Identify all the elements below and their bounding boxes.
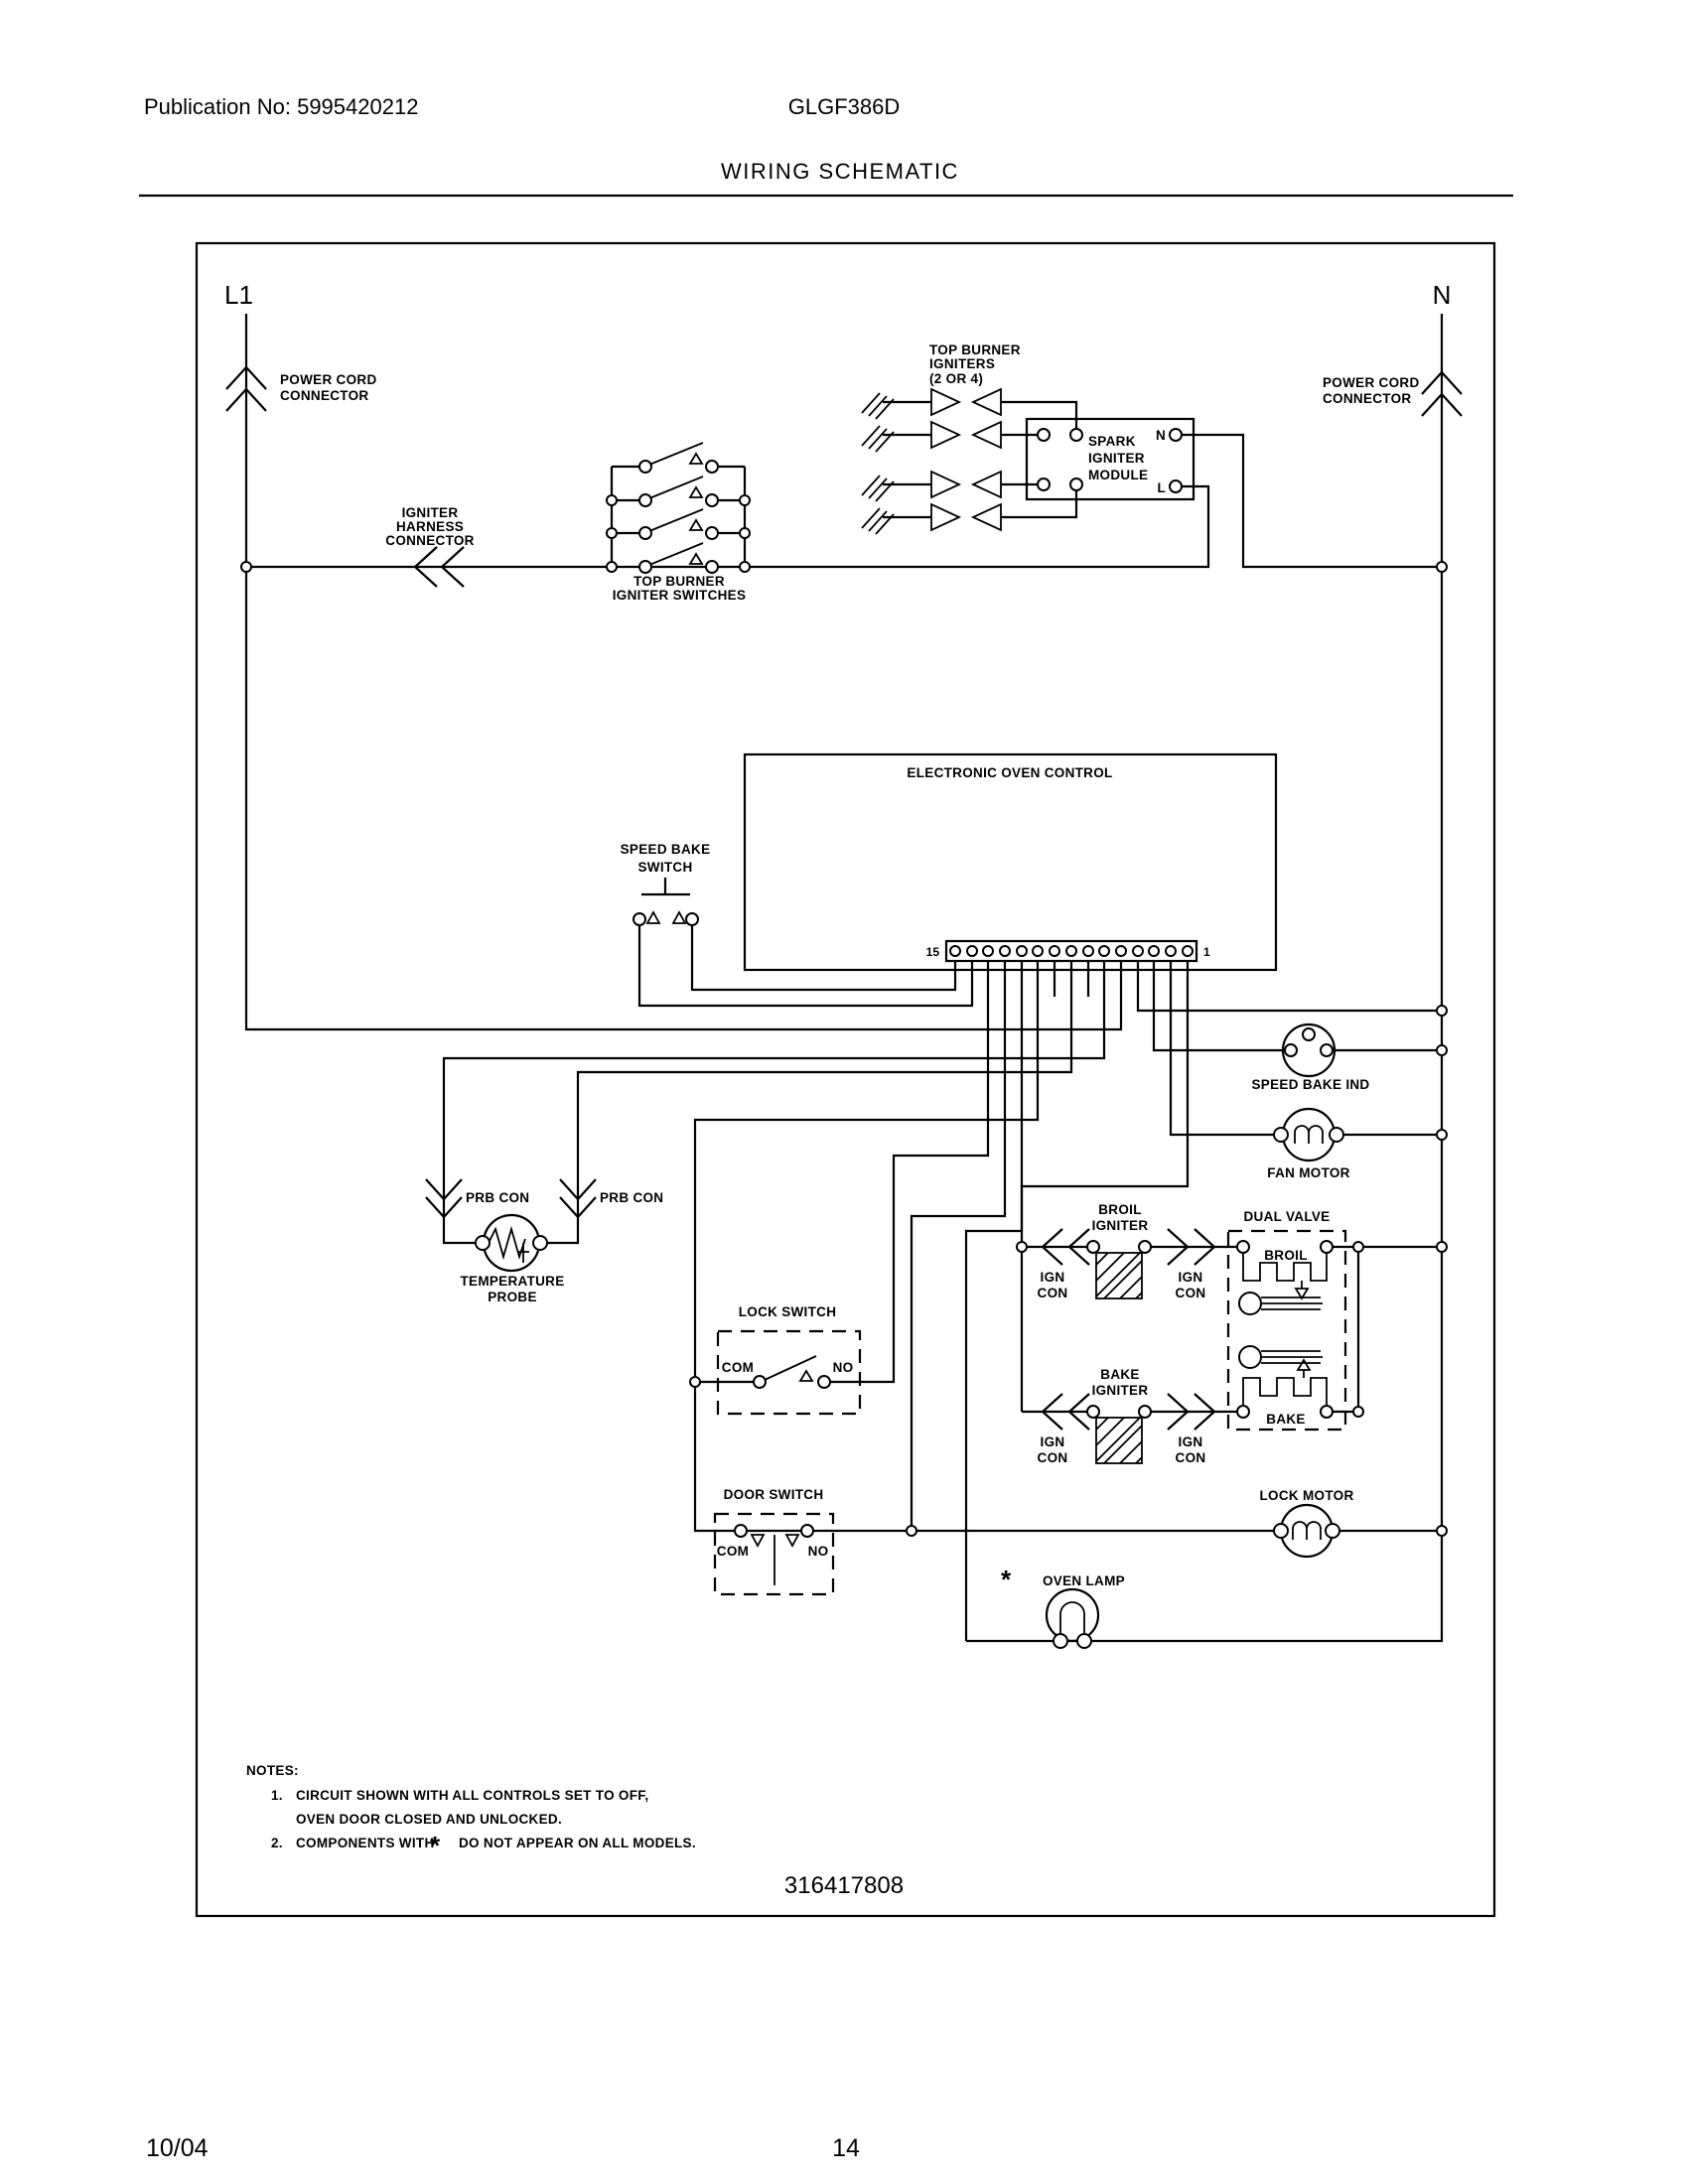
ign-con-label6: CON xyxy=(1037,1450,1068,1465)
ign-con-label2: CON xyxy=(1037,1286,1068,1300)
igniter-hatch xyxy=(1096,1253,1142,1298)
bake-igniter-label: BAKE xyxy=(1100,1367,1140,1382)
pin1-label: 1 xyxy=(1203,945,1210,959)
spark-module-label3: MODULE xyxy=(1088,468,1149,482)
broil-valve-lines xyxy=(1261,1297,1323,1309)
note1-line2: OVEN DOOR CLOSED AND UNLOCKED. xyxy=(296,1812,563,1827)
speed-bake-switch-label: SPEED BAKE xyxy=(620,842,711,857)
note2-number: 2. xyxy=(271,1836,283,1850)
spark-arrow-right-icon xyxy=(931,422,959,448)
spark-arrow-left-icon xyxy=(973,472,1001,497)
wire-pin4-neutral xyxy=(1138,961,1442,1011)
ground-icon xyxy=(862,508,894,534)
power-cord-left-label: POWER CORD xyxy=(280,372,377,387)
model-number: GLGF386D xyxy=(787,94,901,119)
broil-igniter-label: BROIL xyxy=(1098,1202,1142,1217)
contact-triangle-icon xyxy=(647,912,659,923)
ign-con-label8: CON xyxy=(1175,1450,1206,1465)
bake-solenoid-coil xyxy=(1243,1378,1327,1412)
page-header xyxy=(139,94,1513,196)
note2-text-before: COMPONENTS WITH xyxy=(296,1836,435,1850)
wire-sb-ind-feed xyxy=(1154,961,1291,1050)
wire-right-neutral-links xyxy=(1327,1050,1442,1531)
top-burner-igniters xyxy=(862,389,1001,534)
contact-triangle-icon xyxy=(752,1535,764,1546)
top-burner-switches-label: TOP BURNER xyxy=(633,574,725,589)
temperature-probe-label2: PROBE xyxy=(488,1290,537,1304)
lock-switch-no-label: NO xyxy=(832,1360,854,1375)
spark-module-label2: IGNITER xyxy=(1088,451,1145,466)
prb-con-right-label: PRB CON xyxy=(600,1190,664,1205)
spark-arrow-right-icon xyxy=(931,504,959,530)
spark-arrow-left-icon xyxy=(973,422,1001,448)
power-cord-right-label: POWER CORD xyxy=(1323,375,1420,390)
oven-lamp-asterisk-icon: * xyxy=(1001,1565,1012,1594)
spark-arrow-right-icon xyxy=(931,389,959,415)
wire-switch-rows xyxy=(612,467,745,533)
dual-valve-broil-label: BROIL xyxy=(1264,1248,1308,1263)
contact-triangle-icon xyxy=(800,1371,812,1381)
bake-igniter-label2: IGNITER xyxy=(1091,1383,1149,1398)
wire-valve-neutral xyxy=(1327,1247,1442,1412)
prb-con-left-label: PRB CON xyxy=(466,1190,530,1205)
note2-text-after: DO NOT APPEAR ON ALL MODELS. xyxy=(459,1836,696,1850)
note2-asterisk-icon: * xyxy=(430,1831,441,1860)
temperature-probe-label: TEMPERATURE xyxy=(460,1274,565,1289)
module-l-terminal-label: L xyxy=(1157,480,1166,495)
notes-block xyxy=(246,1763,696,1860)
wire-switch-bank xyxy=(612,467,745,567)
wire-module-n xyxy=(1176,435,1442,567)
speed-bake-switch xyxy=(641,878,690,923)
temperature-probe-body xyxy=(484,1215,539,1271)
ground-icon xyxy=(862,476,894,501)
igniter-element xyxy=(1096,1253,1142,1298)
ign-con-label7: IGN xyxy=(1178,1434,1203,1449)
igniter-element xyxy=(1096,1418,1142,1463)
ign-con-label5: IGN xyxy=(1040,1434,1065,1449)
eoc-label: ELECTRONIC OVEN CONTROL xyxy=(907,765,1113,780)
oven-lamp-label: OVEN LAMP xyxy=(1043,1573,1125,1588)
speed-bake-switch-label2: SWITCH xyxy=(637,860,693,875)
wire-door-no-riser xyxy=(912,961,1005,1531)
ign-con-label3: IGN xyxy=(1178,1270,1203,1285)
door-switch-no-label: NO xyxy=(807,1544,829,1559)
bake-valve-port xyxy=(1239,1346,1261,1368)
wire-sbs-right xyxy=(692,919,955,990)
spark-module-label: SPARK xyxy=(1088,434,1136,449)
igniter-harness-label: IGNITER xyxy=(401,505,459,520)
lock-motor-label: LOCK MOTOR xyxy=(1259,1488,1354,1503)
module-n-terminal-label: N xyxy=(1155,428,1166,443)
spark-arrow-left-icon xyxy=(973,504,1001,530)
switch-actuator xyxy=(641,878,690,894)
n-label: N xyxy=(1432,280,1452,310)
door-switch-label: DOOR SWITCH xyxy=(723,1487,824,1502)
lock-switch-label: LOCK SWITCH xyxy=(738,1304,837,1319)
notes-heading: NOTES: xyxy=(246,1763,299,1778)
contact-triangle-icon xyxy=(690,520,702,530)
spark-arrow-right-icon xyxy=(931,472,959,497)
door-switch-com-label: COM xyxy=(716,1544,750,1559)
spark-arrow-left-icon xyxy=(973,389,1001,415)
power-cord-left-label2: CONNECTOR xyxy=(280,388,369,403)
note1-number: 1. xyxy=(271,1788,283,1803)
ground-icon xyxy=(862,393,894,419)
contact-triangle-icon xyxy=(786,1535,798,1546)
igniter-hatch xyxy=(1096,1418,1142,1463)
wire-oven-lamp-riser xyxy=(966,961,1022,1641)
junctions-and-terminals xyxy=(241,429,1447,1648)
bake-valve-lines xyxy=(1261,1351,1323,1363)
ign-con-label4: CON xyxy=(1175,1286,1206,1300)
part-number: 316417808 xyxy=(783,1872,905,1899)
pin15-label: 15 xyxy=(925,945,939,959)
note1-line1: CIRCUIT SHOWN WITH ALL CONTROLS SET TO OFF, xyxy=(296,1788,649,1803)
oven-lamp-body xyxy=(1047,1589,1098,1641)
footer-date: 10/04 xyxy=(146,2134,209,2162)
dual-valve-bake-label: BAKE xyxy=(1266,1412,1306,1427)
fan-motor-label: FAN MOTOR xyxy=(1267,1165,1350,1180)
top-burner-igniter-switches xyxy=(649,443,703,565)
top-burner-switches-label2: IGNITER SWITCHES xyxy=(612,588,747,603)
wire-lock-no xyxy=(830,961,988,1382)
page-title: WIRING SCHEMATIC xyxy=(721,159,959,184)
speed-bake-ind-label: SPEED BAKE IND xyxy=(1251,1077,1370,1092)
contact-triangle-icon xyxy=(690,454,702,464)
top-burner-igniters-label2: IGNITERS xyxy=(929,356,996,371)
igniter-harness-label2: HARNESS xyxy=(395,519,465,534)
ign-con-label: IGN xyxy=(1040,1270,1065,1285)
publication-number: Publication No: 5995420212 xyxy=(144,94,419,119)
power-cord-right-label2: CONNECTOR xyxy=(1323,391,1412,406)
dual-valve-label: DUAL VALVE xyxy=(1243,1209,1331,1224)
wire-sbs-left xyxy=(639,919,972,1006)
contact-triangle-icon xyxy=(673,912,685,923)
top-burner-igniters-label3: (2 OR 4) xyxy=(929,371,984,386)
igniter-harness-label3: CONNECTOR xyxy=(385,533,475,548)
lock-switch-com-label: COM xyxy=(721,1360,755,1375)
ground-icon xyxy=(862,426,894,452)
l1-label: L1 xyxy=(224,280,253,310)
broil-valve-port xyxy=(1239,1293,1261,1314)
broil-igniter-label2: IGNITER xyxy=(1091,1218,1149,1233)
top-burner-igniters-label: TOP BURNER xyxy=(929,342,1021,357)
valve-arrow-up-icon xyxy=(1298,1360,1310,1370)
footer-page-number: 14 xyxy=(832,2134,860,2162)
contact-triangle-icon xyxy=(690,487,702,497)
contact-triangle-icon xyxy=(690,554,702,564)
eoc-box xyxy=(745,754,1276,970)
